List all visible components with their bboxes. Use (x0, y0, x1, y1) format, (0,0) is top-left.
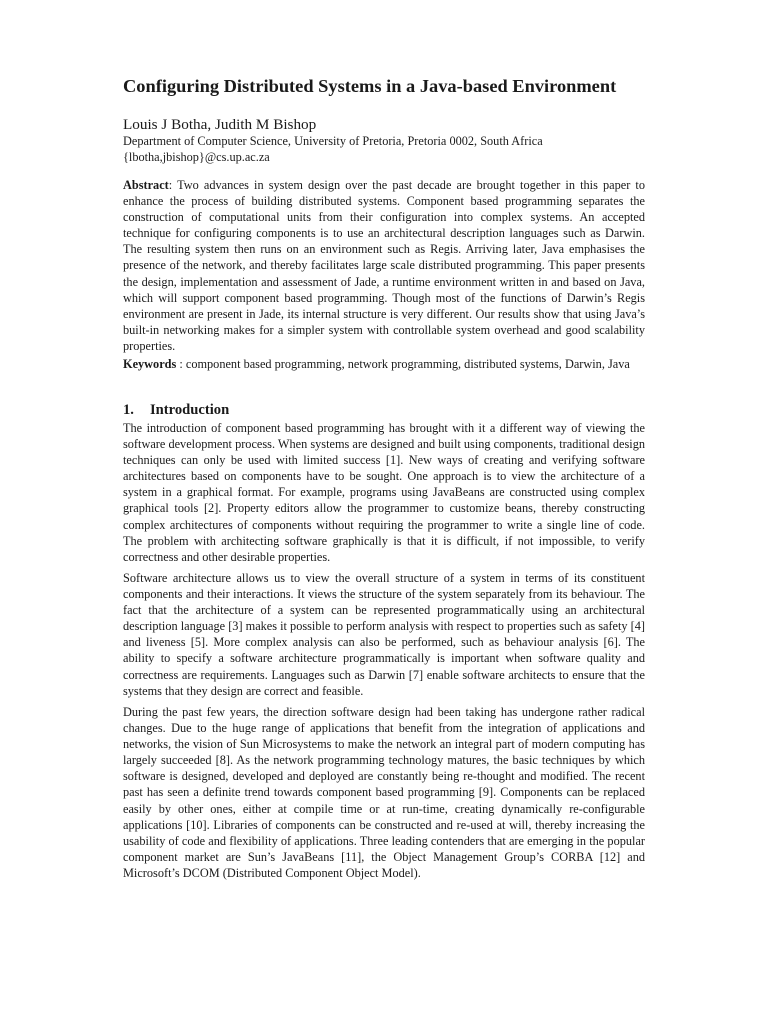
body-paragraph: Software architecture allows us to view the overall structure of a system in terms of its constituent components and their interactions. It views the structure of the system separately from its behaviour. The fact that the architecture of a system can be represented programmatically using an architectural description language [3] makes it possible to perform analysis with respect to properties such as safety [4] and liveness [5]. More complex analysis can also be performed, such as behaviour analysis [6]. The ability to specify a software architecture programmatically is important when software quality and correctness are requirements. Languages such as Darwin [7] enable software architects to ensure that the systems that they design are correct and feasible. (123, 571, 645, 698)
keywords-label: Keywords (123, 357, 177, 371)
section-number: 1. (123, 402, 134, 418)
author-list: Louis J Botha, Judith M Bishop (123, 116, 317, 133)
abstract (123, 177, 645, 354)
paper-title: Configuring Distributed Systems in a Java-based Environment (123, 76, 617, 96)
keywords-text: : component based programming, network programming, distributed systems, Darwin, Java (176, 357, 630, 371)
keywords (123, 356, 645, 372)
affiliation-block (123, 134, 543, 165)
section-heading-introduction (123, 400, 229, 420)
body-paragraph: During the past few years, the direction software design had been taking has undergone rather radical changes. Due to the huge range of applications that benefit from the integration of applications and networks, the vision of Sun Microsystems to make the network an integral part of modern computing has largely succeeded [8]. As the network programming technology matures, the basic techniques by which software is designed, developed and deployed are constantly being re-thought and modified. The recent past has seen a definite trend towards component based programming [9]. Components can be replaced easily by other ones, either at compile time or at run-time, creating dynamically re-configurable applications [10]. Libraries of components can be constructed and re-used at will, thereby increasing the usability of code and flexibility of applications. Three leading contenders that are emerging in the popular component market are Sun’s JavaBeans [11], the Object Management Group’s CORBA [12] and Microsoft’s DCOM (Distributed Component Object Model). (123, 705, 645, 880)
body-paragraph: The introduction of component based programming has brought with it a different way of viewing the software development process. When systems are designed and built using components, traditional design techniques can only be used with limited success [1]. New ways of creating and verifying software architectures based on components have to be sought. One approach is to view the architecture of a system in a graphical format. For example, programs using JavaBeans are constructed using complex graphical tools [2]. Property editors allow the programmer to customize beans, thereby constructing complex architectures of components without requiring the programmer to write a single line of code. The problem with architecting software graphically is that it is difficult, if not impossible, to verify correctness and other desirable properties. (123, 421, 645, 564)
affiliation: Department of Computer Science, University of Pretoria, Pretoria 0002, South Africa (123, 134, 543, 148)
abstract-text: : Two advances in system design over the past decade are brought together in this paper to enhance the process of building distributed systems. Component based programming separates the construction of computational units from their configuration into complex systems. An accepted technique for configuring components is to use an architectural description languages such as Darwin. The resulting system then runs on an environment such as Regis. Arriving later, Java emphasises the presence of the network, and thereby facilitates large scale distributed programming. This paper presents the design, implementation and assessment of Jade, a runtime environment written in and based on Java, which will support component based programming. Though most of the functions of Darwin’s Regis environment are present in Jade, its internal structure is very different. Our results show that using Java’s built-in networking makes for a simpler system with controllable system overhead and good scalability properties. (123, 178, 645, 353)
author-email: {lbotha,jbishop}@cs.up.ac.za (123, 149, 270, 164)
section-title: Introduction (150, 402, 230, 418)
abstract-label: Abstract (123, 178, 169, 192)
